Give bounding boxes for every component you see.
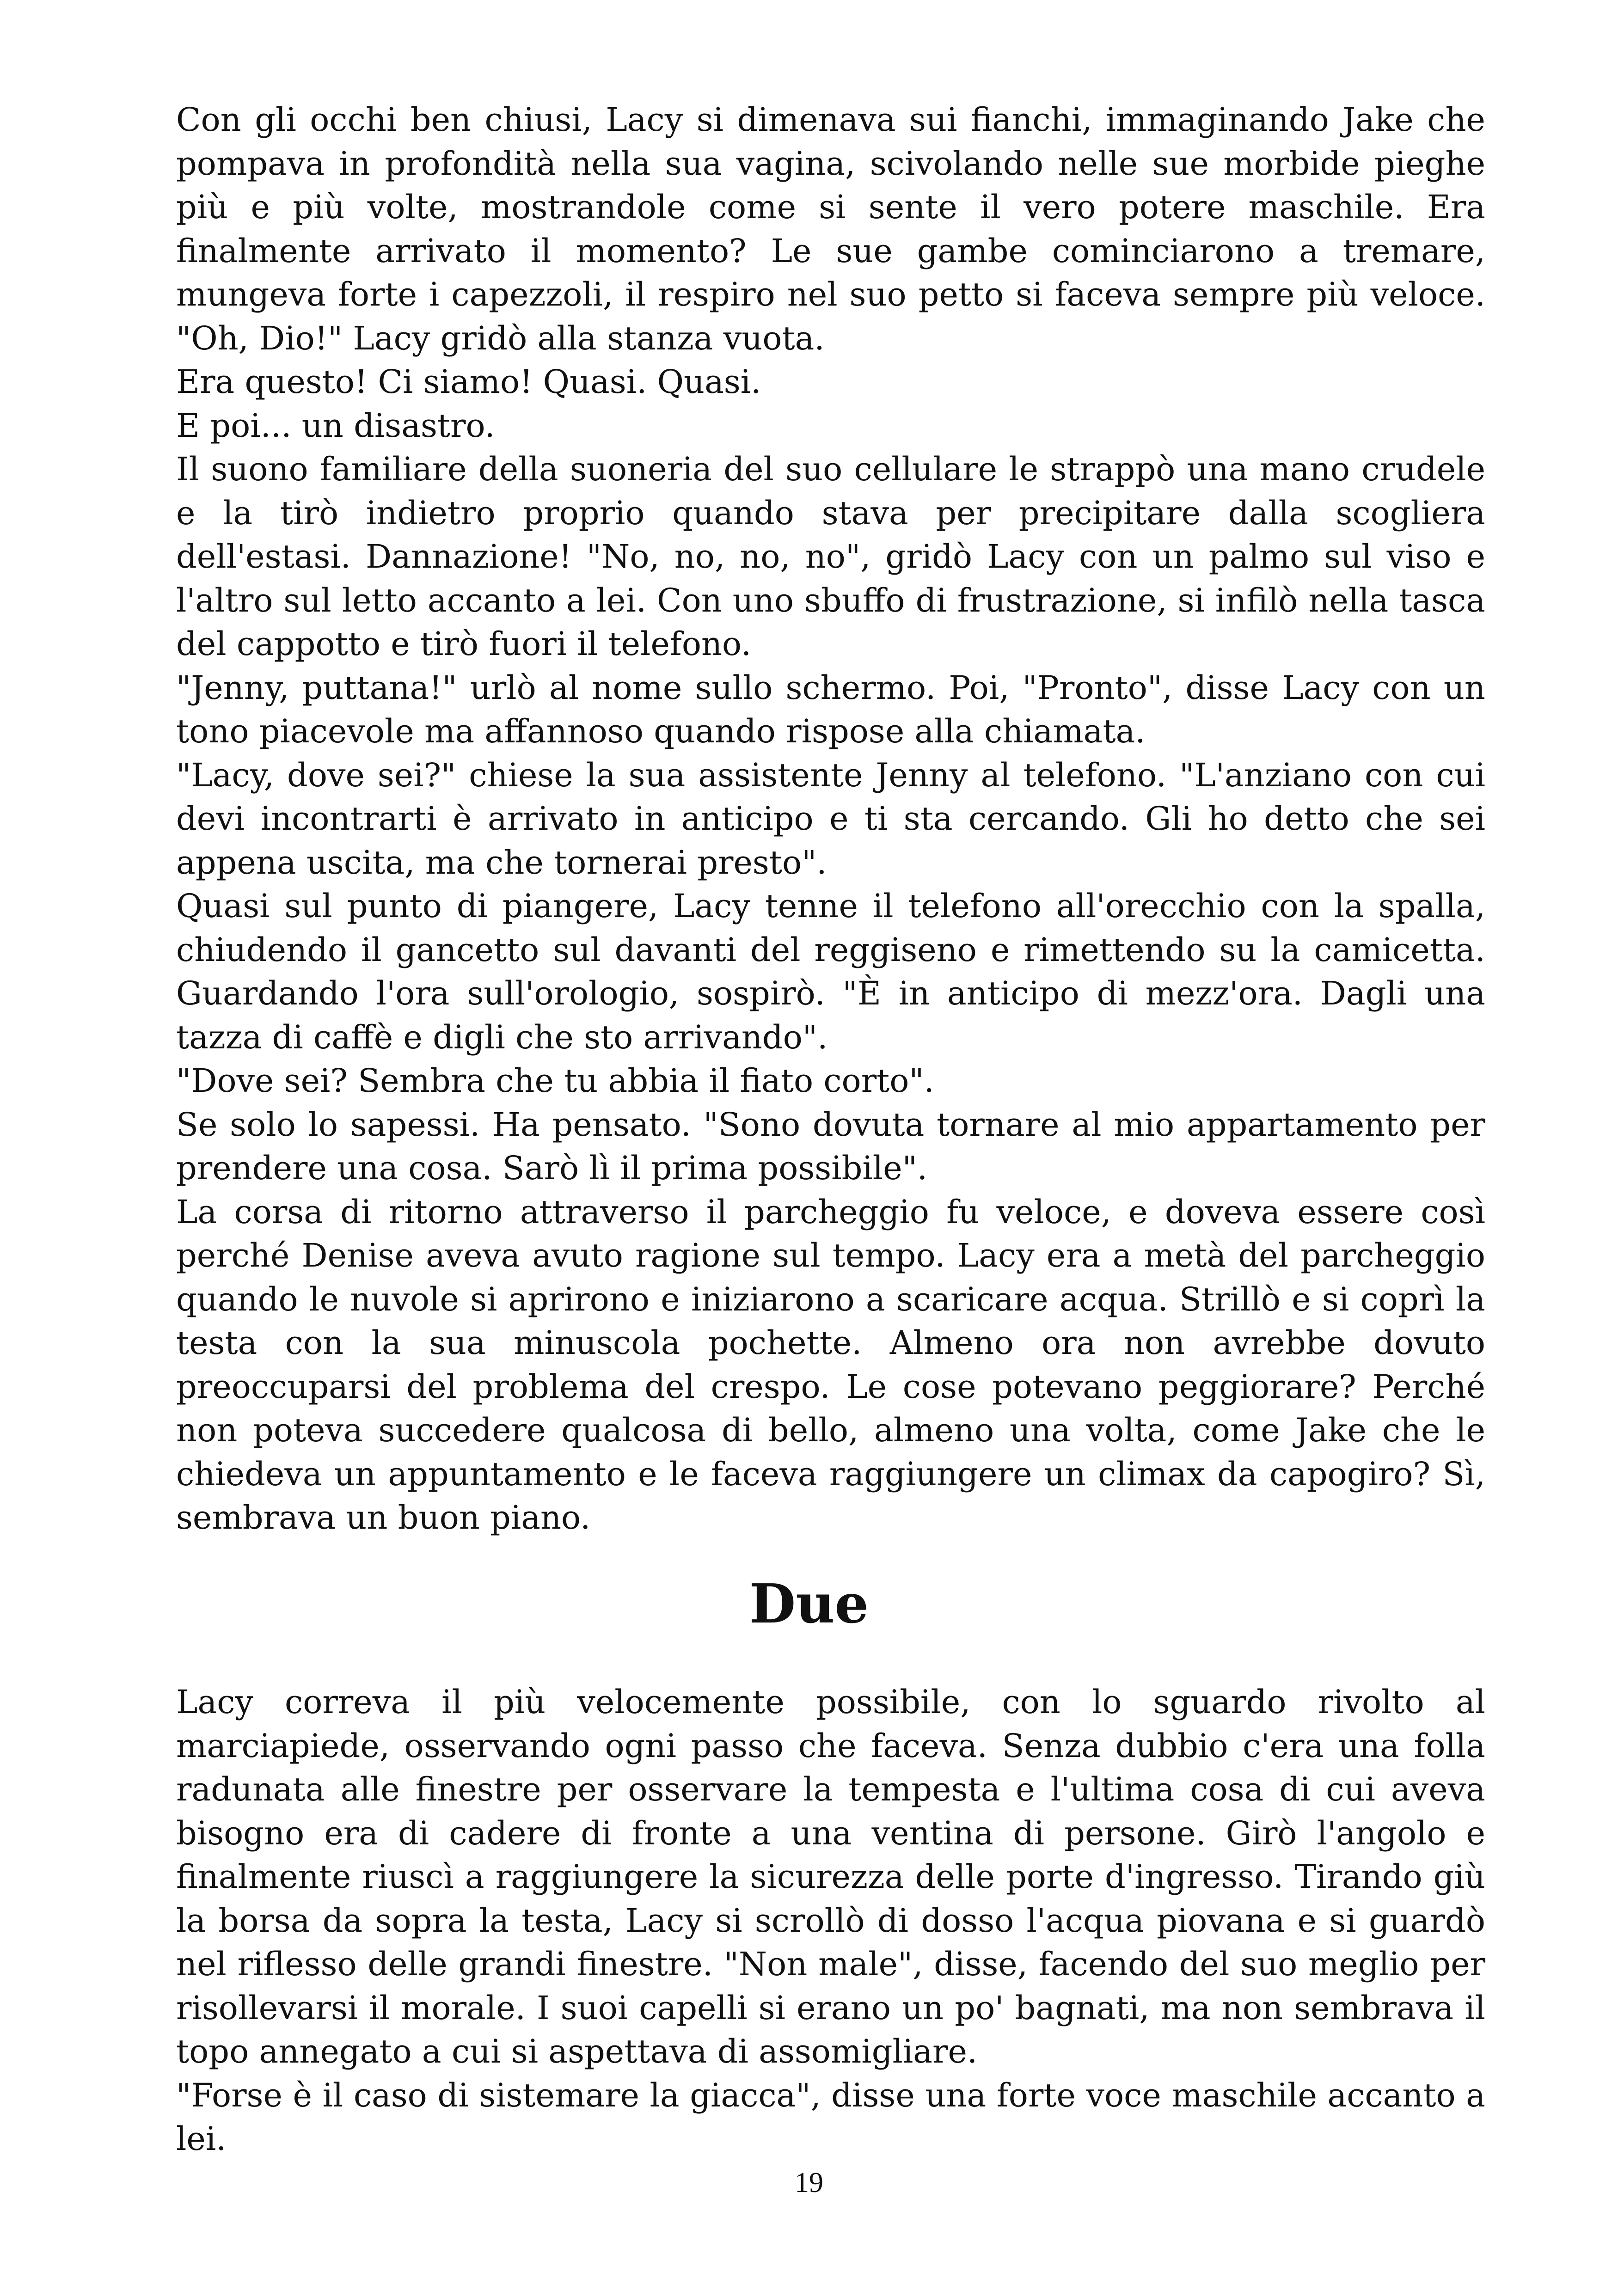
- paragraph: "Lacy, dove sei?" chiese la sua assistente Jenny al telefono. "L'anziano con cui devi incontrarti è arrivato in anticipo e ti sta cercando. Gli ho detto che sei appena uscita, ma che tornerai presto".: [176, 756, 1485, 882]
- paragraph: "Forse è il caso di sistemare la giacca", disse una forte voce maschile accanto a lei.: [176, 2076, 1485, 2158]
- chapter-title: Due: [749, 1573, 869, 1635]
- text-section-one: [176, 98, 1485, 1540]
- paragraph: Il suono familiare della suoneria del suo cellulare le strappò una mano crudele e la tirò indietro proprio quando stava per precipitare dalla scogliera dell'estasi. Dannazione! "No, no, no, no", gridò Lacy con un palmo sul viso e l'altro sul letto accanto a lei. Con uno sbuffo di frustrazione, si infilò nella tasca del cappotto e tirò fuori il telefono.: [176, 450, 1485, 663]
- paragraph: "Jenny, puttana!" urlò al nome sullo schermo. Poi, "Pronto", disse Lacy con un tono piacevole ma affannoso quando rispose alla chiamata.: [176, 668, 1485, 750]
- paragraph: "Dove sei? Sembra che tu abbia il fiato corto".: [176, 1062, 934, 1100]
- text-section-two: [176, 1680, 1485, 2161]
- paragraph: Con gli occhi ben chiusi, Lacy si dimenava sui fianchi, immaginando Jake che pompava in profondità nella sua vagina, scivolando nelle sue morbide pieghe più e più volte, mostrandole come si sente il vero potere maschile. Era finalmente arrivato il momento? Le sue gambe cominciarono a tremare, mungeva forte i capezzoli, il respiro nel suo petto si faceva sempre più veloce. "Oh, Dio!" Lacy gridò alla stanza vuota.: [176, 101, 1485, 357]
- paragraph: Lacy correva il più velocemente possibile, con lo sguardo rivolto al marciapiede, osservando ogni passo che faceva. Senza dubbio c'era una folla radunata alle finestre per osservare la tempesta e l'ultima cosa di cui aveva bisogno era di cadere di fronte a una ventina di persone. Girò l'angolo e finalmente riuscì a raggiungere la sicurezza delle porte d'ingresso. Tirando giù la borsa da sopra la testa, Lacy si scrollò di dosso l'acqua piovana e si guardò nel riflesso delle grandi finestre. "Non male", disse, facendo del suo meglio per risollevarsi il morale. I suoi capelli si erano un po' bagnati, ma non sembrava il topo annegato a cui si aspettava di assomigliare.: [176, 1683, 1485, 2070]
- paragraph: E poi... un disastro.: [176, 406, 495, 445]
- paragraph: Era questo! Ci siamo! Quasi. Quasi.: [176, 363, 761, 401]
- paragraph: La corsa di ritorno attraverso il parcheggio fu veloce, e doveva essere così perché Denise aveva avuto ragione sul tempo. Lacy era a metà del parcheggio quando le nuvole si aprirono e iniziarono a scaricare acqua. Strillò e si coprì la testa con la sua minuscola pochette. Almeno ora non avrebbe dovuto preoccuparsi del problema del crespo. Le cose potevano peggiorare? Perché non poteva succedere qualcosa di bello, almeno una volta, come Jake che le chiedeva un appuntamento e le faceva raggiungere un climax da capogiro? Sì, sembrava un buon piano.: [176, 1193, 1485, 1537]
- paragraph: Quasi sul punto di piangere, Lacy tenne il telefono all'orecchio con la spalla, chiudendo il gancetto sul davanti del reggiseno e rimettendo su la camicetta. Guardando l'ora sull'orologio, sospirò. "È in anticipo di mezz'ora. Dagli una tazza di caffè e digli che sto arrivando".: [176, 887, 1485, 1056]
- page-number: 19: [795, 2167, 823, 2198]
- paragraph: Se solo lo sapessi. Ha pensato. "Sono dovuta tornare al mio appartamento per prendere una cosa. Sarò lì il prima possibile".: [176, 1105, 1485, 1187]
